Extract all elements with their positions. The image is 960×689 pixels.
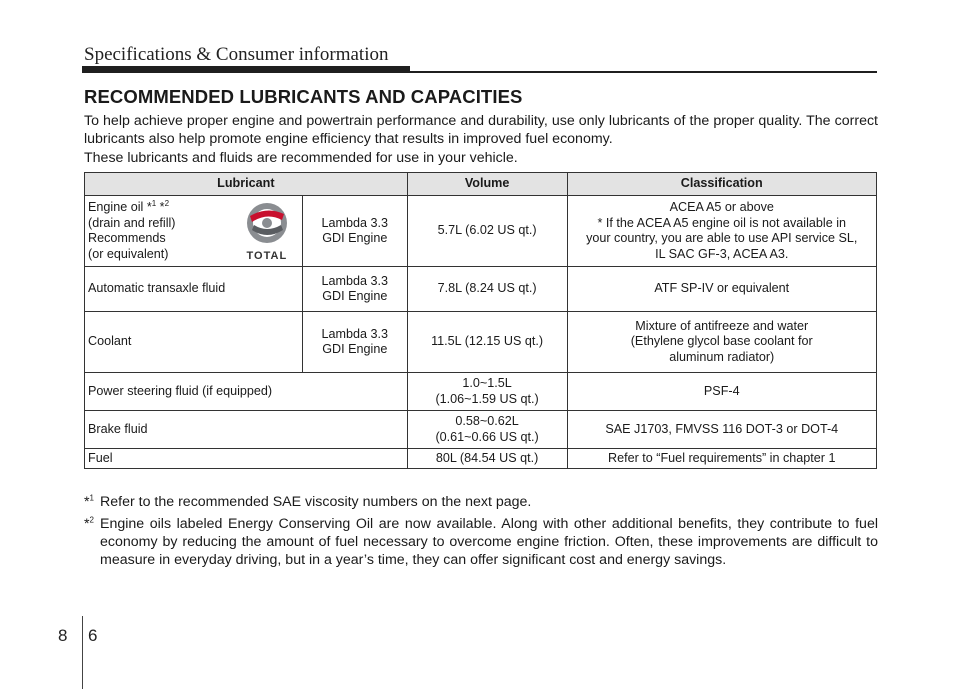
classification-line: * If the ACEA A5 engine oil is not available in (597, 215, 847, 230)
table-row-brake-fluid (85, 411, 877, 449)
intro-paragraph: To help achieve proper engine and powertrain performance and durability, use only lubricants of the proper quality. The correct lubricants also help promote engine efficiency that results in improved fuel economy. (84, 113, 878, 147)
engine-name: Lambda 3.3 (321, 215, 389, 230)
table-header-row (85, 173, 877, 196)
footnote-number: 2 (89, 515, 94, 525)
engine-oil-classification (567, 196, 877, 267)
atf-classification: ATF SP-IV or equivalent (567, 267, 877, 312)
volume-quarts: (0.61~0.66 US qt.) (435, 429, 539, 444)
column-header-lubricant: Lubricant (85, 173, 408, 196)
classification-line: IL SAC GF-3, ACEA A3. (655, 246, 789, 261)
classification-line: ACEA A5 or above (669, 200, 774, 214)
fuel-classification: Refer to “Fuel requirements” in chapter 1 (567, 449, 877, 469)
footnote-mark: * (84, 494, 90, 510)
footnote-text-1: Refer to the recommended SAE viscosity numbers on the next page. (100, 494, 532, 510)
footnote-mark: * (84, 516, 90, 532)
engine-oil-recommends: Recommends (88, 231, 166, 245)
classification-line: your country, you are able to use API service SL, (586, 231, 858, 245)
table-row-power-steering (85, 373, 877, 411)
footnote-number: 1 (89, 493, 94, 503)
footnote-text-2: Engine oils labeled Energy Conserving Oil are now available. Along with other additional benefits, they contribute to fuel economy by reducing the amount of fuel necessary to overcome engine friction. Often, these improvements are difficult to measure in everyday driving, but in a year’s time, they can offer significant cost and energy savings. (100, 516, 878, 568)
intro-paragraph-2: These lubricants and fluids are recommended for use in your vehicle. (84, 150, 518, 166)
coolant-engine (302, 312, 407, 373)
page-number: 6 (88, 626, 98, 645)
engine-oil-equivalent: (or equivalent) (88, 246, 169, 261)
atf-engine (302, 267, 407, 312)
footnote-mark: * (146, 200, 152, 214)
engine-oil-label-cell (85, 196, 303, 267)
power-steering-classification: PSF-4 (567, 373, 877, 411)
engine-type: GDI Engine (322, 289, 388, 303)
footnote-1 (84, 493, 878, 511)
engine-type: GDI Engine (322, 231, 388, 245)
volume-liters: 0.58~0.62L (455, 414, 519, 428)
fuel-volume: 80L (84.54 US qt.) (407, 449, 567, 469)
total-logo-text: TOTAL (246, 249, 288, 262)
classification-line: aluminum radiator) (669, 349, 775, 364)
coolant-classification (567, 312, 877, 373)
coolant-label: Coolant (85, 312, 303, 373)
classification-line: Mixture of antifreeze and water (635, 318, 809, 333)
footnote-marker-2 (84, 515, 94, 533)
engine-oil-drain-note: (drain and refill) (88, 215, 176, 230)
engine-oil-engine (302, 196, 407, 267)
engine-oil-volume: 5.7L (6.02 US qt.) (407, 196, 567, 267)
table-row-atf (85, 267, 877, 312)
brake-fluid-label: Brake fluid (85, 411, 408, 449)
power-steering-volume (407, 373, 567, 411)
table-row-engine-oil (85, 196, 877, 267)
total-logo-icon (238, 200, 296, 250)
footnote-mark: * (156, 200, 165, 214)
total-logo (238, 200, 296, 264)
engine-name: Lambda 3.3 (321, 273, 389, 288)
column-header-classification: Classification (567, 173, 877, 196)
engine-type: GDI Engine (322, 342, 388, 356)
fuel-label: Fuel (85, 449, 408, 469)
header-rule-thin (82, 71, 877, 73)
page-chapter-number: 8 (58, 626, 68, 645)
column-header-volume: Volume (407, 173, 567, 196)
volume-quarts: (1.06~1.59 US qt.) (435, 391, 539, 406)
volume-liters: 1.0~1.5L (462, 376, 512, 390)
page-divider (82, 616, 83, 689)
atf-volume: 7.8L (8.24 US qt.) (407, 267, 567, 312)
coolant-volume: 11.5L (12.15 US qt.) (407, 312, 567, 373)
lubricants-table (84, 172, 877, 469)
footnote-marker-1 (84, 493, 94, 511)
brake-fluid-volume (407, 411, 567, 449)
table-row-coolant (85, 312, 877, 373)
engine-oil-label: Engine oil (88, 200, 147, 214)
footnote-ref-2: 2 (164, 198, 170, 208)
power-steering-label: Power steering fluid (if equipped) (85, 373, 408, 411)
classification-line: (Ethylene glycol base coolant for (630, 334, 813, 349)
footnote-2 (84, 515, 878, 569)
engine-name: Lambda 3.3 (321, 326, 389, 341)
atf-label: Automatic transaxle fluid (85, 267, 303, 312)
brake-fluid-classification: SAE J1703, FMVSS 116 DOT-3 or DOT-4 (567, 411, 877, 449)
footnote-ref-1: 1 (151, 198, 157, 208)
table-row-fuel (85, 449, 877, 469)
section-title: RECOMMENDED LUBRICANTS AND CAPACITIES (84, 86, 523, 107)
header-title: Specifications & Consumer information (84, 44, 389, 65)
